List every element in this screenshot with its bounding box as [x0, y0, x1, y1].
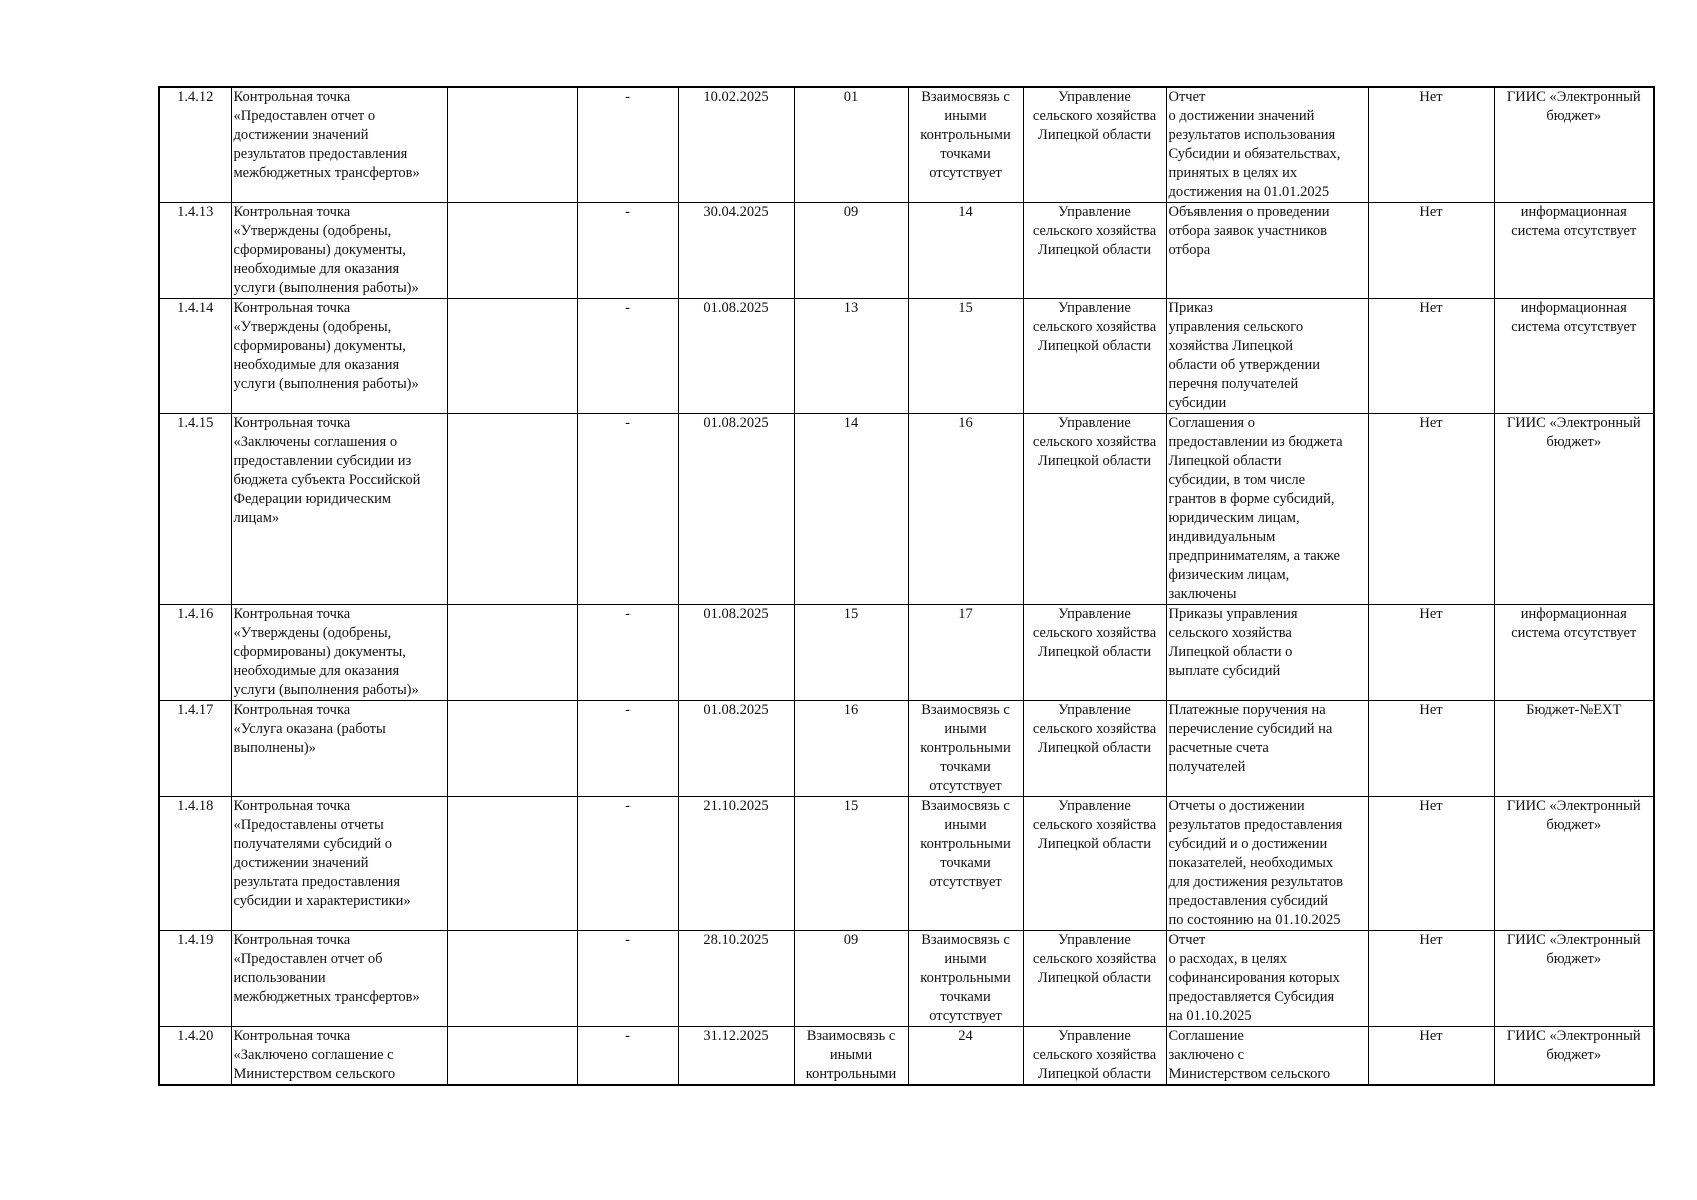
- predecessor-cell: 14: [794, 414, 908, 605]
- flag-cell: Нет: [1368, 701, 1494, 797]
- predecessor-cell: Взаимосвязь с иными контрольными: [794, 1027, 908, 1086]
- empty-cell: [447, 299, 577, 414]
- responsible-cell: Управление сельского хозяйства Липецкой области: [1023, 299, 1166, 414]
- row-number: 1.4.19: [159, 931, 231, 1027]
- system-cell: информационная система отсутствует: [1494, 605, 1654, 701]
- responsible-cell: Управление сельского хозяйства Липецкой области: [1023, 701, 1166, 797]
- responsible-cell: Управление сельского хозяйства Липецкой области: [1023, 797, 1166, 931]
- control-point-name: Контрольная точка «Заключено соглашение с Министерством сельского: [231, 1027, 447, 1086]
- responsible-cell: Управление сельского хозяйства Липецкой области: [1023, 203, 1166, 299]
- table-row: [159, 414, 1654, 605]
- successor-cell: Взаимосвязь с иными контрольными точками отсутствует: [908, 931, 1023, 1027]
- row-number: 1.4.15: [159, 414, 231, 605]
- date-cell: 30.04.2025: [678, 203, 794, 299]
- row-number: 1.4.13: [159, 203, 231, 299]
- system-cell: ГИИС «Электронный бюджет»: [1494, 797, 1654, 931]
- document-cell: Приказы управления сельского хозяйства Липецкой области о выплате субсидий: [1166, 605, 1368, 701]
- successor-cell: Взаимосвязь с иными контрольными точками отсутствует: [908, 797, 1023, 931]
- dash-cell: -: [577, 87, 678, 203]
- system-cell: ГИИС «Электронный бюджет»: [1494, 1027, 1654, 1086]
- empty-cell: [447, 1027, 577, 1086]
- date-cell: 31.12.2025: [678, 1027, 794, 1086]
- flag-cell: Нет: [1368, 931, 1494, 1027]
- successor-cell: 24: [908, 1027, 1023, 1086]
- system-cell: информационная система отсутствует: [1494, 299, 1654, 414]
- responsible-cell: Управление сельского хозяйства Липецкой области: [1023, 605, 1166, 701]
- system-cell: ГИИС «Электронный бюджет»: [1494, 931, 1654, 1027]
- control-point-name: Контрольная точка «Предоставлен отчет об использовании межбюджетных трансфертов»: [231, 931, 447, 1027]
- row-number: 1.4.18: [159, 797, 231, 931]
- document-cell: Приказ управления сельского хозяйства Липецкой области об утверждении перечня получателей субсидии: [1166, 299, 1368, 414]
- dash-cell: -: [577, 1027, 678, 1086]
- empty-cell: [447, 87, 577, 203]
- flag-cell: Нет: [1368, 414, 1494, 605]
- table-row: [159, 605, 1654, 701]
- document-cell: Соглашения о предоставлении из бюджета Липецкой области субсидии, в том числе грантов в форме субсидий, юридическим лицам, индивидуальным предпринимателям, а также физическим лицам, заключены: [1166, 414, 1368, 605]
- flag-cell: Нет: [1368, 299, 1494, 414]
- predecessor-cell: 15: [794, 797, 908, 931]
- predecessor-cell: 13: [794, 299, 908, 414]
- date-cell: 01.08.2025: [678, 701, 794, 797]
- document-cell: Соглашение заключено с Министерством сельского: [1166, 1027, 1368, 1086]
- dash-cell: -: [577, 414, 678, 605]
- control-points-table: [158, 86, 1655, 1086]
- document-cell: Платежные поручения на перечисление субсидий на расчетные счета получателей: [1166, 701, 1368, 797]
- table-row: [159, 1027, 1654, 1086]
- flag-cell: Нет: [1368, 87, 1494, 203]
- successor-cell: Взаимосвязь с иными контрольными точками отсутствует: [908, 87, 1023, 203]
- dash-cell: -: [577, 203, 678, 299]
- date-cell: 21.10.2025: [678, 797, 794, 931]
- document-cell: Отчет о расходах, в целях софинансирования которых предоставляется Субсидия на 01.10.2025: [1166, 931, 1368, 1027]
- empty-cell: [447, 414, 577, 605]
- empty-cell: [447, 605, 577, 701]
- predecessor-cell: 15: [794, 605, 908, 701]
- control-point-name: Контрольная точка «Заключены соглашения о предоставлении субсидии из бюджета субъекта Российской Федерации юридическим лицам»: [231, 414, 447, 605]
- row-number: 1.4.16: [159, 605, 231, 701]
- dash-cell: -: [577, 931, 678, 1027]
- control-point-name: Контрольная точка «Утверждены (одобрены, сформированы) документы, необходимые для оказания услуги (выполнения работы)»: [231, 203, 447, 299]
- successor-cell: 14: [908, 203, 1023, 299]
- empty-cell: [447, 931, 577, 1027]
- flag-cell: Нет: [1368, 1027, 1494, 1086]
- predecessor-cell: 01: [794, 87, 908, 203]
- date-cell: 28.10.2025: [678, 931, 794, 1027]
- dash-cell: -: [577, 797, 678, 931]
- control-point-name: Контрольная точка «Предоставлены отчеты получателями субсидий о достижении значений результата предоставления субсидии и характеристики»: [231, 797, 447, 931]
- document-cell: Объявления о проведении отбора заявок участников отбора: [1166, 203, 1368, 299]
- row-number: 1.4.20: [159, 1027, 231, 1086]
- responsible-cell: Управление сельского хозяйства Липецкой области: [1023, 414, 1166, 605]
- responsible-cell: Управление сельского хозяйства Липецкой области: [1023, 1027, 1166, 1086]
- document-cell: Отчеты о достижении результатов предоставления субсидий и о достижении показателей, необходимых для достижения результатов предоставления субсидий по состоянию на 01.10.2025: [1166, 797, 1368, 931]
- date-cell: 10.02.2025: [678, 87, 794, 203]
- table-row: [159, 931, 1654, 1027]
- row-number: 1.4.17: [159, 701, 231, 797]
- table-row: [159, 203, 1654, 299]
- document-cell: Отчет о достижении значений результатов использования Субсидии и обязательствах, принятых в целях их достижения на 01.01.2025: [1166, 87, 1368, 203]
- date-cell: 01.08.2025: [678, 299, 794, 414]
- empty-cell: [447, 203, 577, 299]
- successor-cell: Взаимосвязь с иными контрольными точками отсутствует: [908, 701, 1023, 797]
- dash-cell: -: [577, 605, 678, 701]
- system-cell: информационная система отсутствует: [1494, 203, 1654, 299]
- control-point-name: Контрольная точка «Утверждены (одобрены, сформированы) документы, необходимые для оказания услуги (выполнения работы)»: [231, 299, 447, 414]
- predecessor-cell: 16: [794, 701, 908, 797]
- row-number: 1.4.12: [159, 87, 231, 203]
- control-point-name: Контрольная точка «Предоставлен отчет о достижении значений результатов предоставления межбюджетных трансфертов»: [231, 87, 447, 203]
- flag-cell: Нет: [1368, 203, 1494, 299]
- responsible-cell: Управление сельского хозяйства Липецкой области: [1023, 931, 1166, 1027]
- predecessor-cell: 09: [794, 931, 908, 1027]
- system-cell: ГИИС «Электронный бюджет»: [1494, 414, 1654, 605]
- system-cell: Бюджет-№EXT: [1494, 701, 1654, 797]
- table-row: [159, 701, 1654, 797]
- date-cell: 01.08.2025: [678, 605, 794, 701]
- dash-cell: -: [577, 299, 678, 414]
- dash-cell: -: [577, 701, 678, 797]
- responsible-cell: Управление сельского хозяйства Липецкой области: [1023, 87, 1166, 203]
- control-point-name: Контрольная точка «Утверждены (одобрены, сформированы) документы, необходимые для оказания услуги (выполнения работы)»: [231, 605, 447, 701]
- date-cell: 01.08.2025: [678, 414, 794, 605]
- successor-cell: 17: [908, 605, 1023, 701]
- control-point-name: Контрольная точка «Услуга оказана (работы выполнены)»: [231, 701, 447, 797]
- flag-cell: Нет: [1368, 605, 1494, 701]
- flag-cell: Нет: [1368, 797, 1494, 931]
- successor-cell: 15: [908, 299, 1023, 414]
- successor-cell: 16: [908, 414, 1023, 605]
- table-row: [159, 87, 1654, 203]
- table-row: [159, 299, 1654, 414]
- empty-cell: [447, 701, 577, 797]
- empty-cell: [447, 797, 577, 931]
- predecessor-cell: 09: [794, 203, 908, 299]
- row-number: 1.4.14: [159, 299, 231, 414]
- system-cell: ГИИС «Электронный бюджет»: [1494, 87, 1654, 203]
- table-row: [159, 797, 1654, 931]
